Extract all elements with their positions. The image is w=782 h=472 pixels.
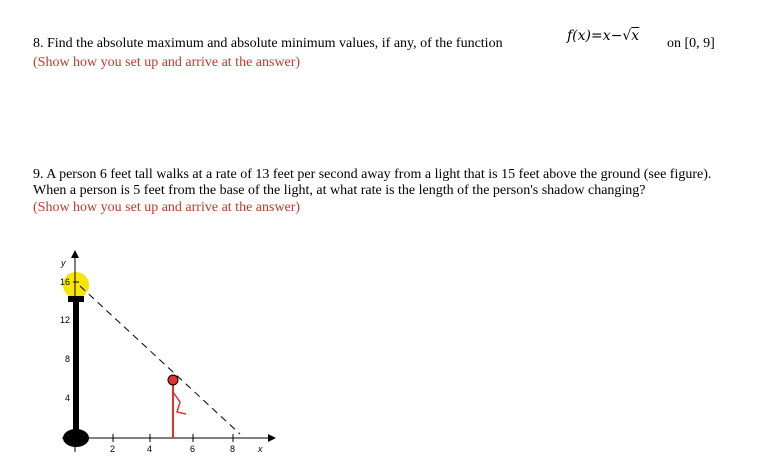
sqrt-radicand: x (631, 28, 640, 44)
lamp-base (63, 429, 89, 447)
x-tick-label: 2 (110, 444, 116, 454)
question-9-line-1: 9. A person 6 feet tall walks at a rate of 13 feet per second away from a light that is 15 feet above the ground (see figure). (33, 167, 712, 182)
question-9-line-2: When a person is 5 feet from the base of the light, at what rate is the length of the person's shadow changing? (33, 183, 646, 198)
x-tick-label: 8 (230, 444, 236, 454)
x-axis-arrow (268, 434, 276, 442)
x-tick-label: 4 (147, 444, 153, 454)
x-axis-label: x (258, 444, 263, 454)
y-tick-label: 4 (65, 393, 71, 403)
question-8-interval: on [0, 9] (667, 36, 715, 51)
person-head (168, 375, 178, 385)
light-ray (80, 286, 240, 434)
x-tick-label: 6 (190, 444, 196, 454)
sqrt-symbol: √ (622, 28, 632, 44)
y-tick-label: 16 (60, 277, 71, 287)
function-lhs: f(x) (567, 28, 592, 44)
lamp-head (68, 296, 84, 302)
question-8-hint: (Show how you set up and arrive at the answer) (33, 55, 301, 70)
y-tick-label: 8 (65, 354, 71, 364)
question-8-text: 8. Find the absolute maximum and absolute minimum values, if any, of the function (33, 36, 503, 51)
person-arm (173, 392, 186, 414)
question-9-hint: (Show how you set up and arrive at the answer) (33, 200, 301, 215)
y-axis-label: y (61, 258, 66, 268)
function-operator: =x− (591, 28, 623, 44)
y-tick-label: 12 (60, 315, 71, 325)
y-axis-arrow (71, 250, 79, 258)
